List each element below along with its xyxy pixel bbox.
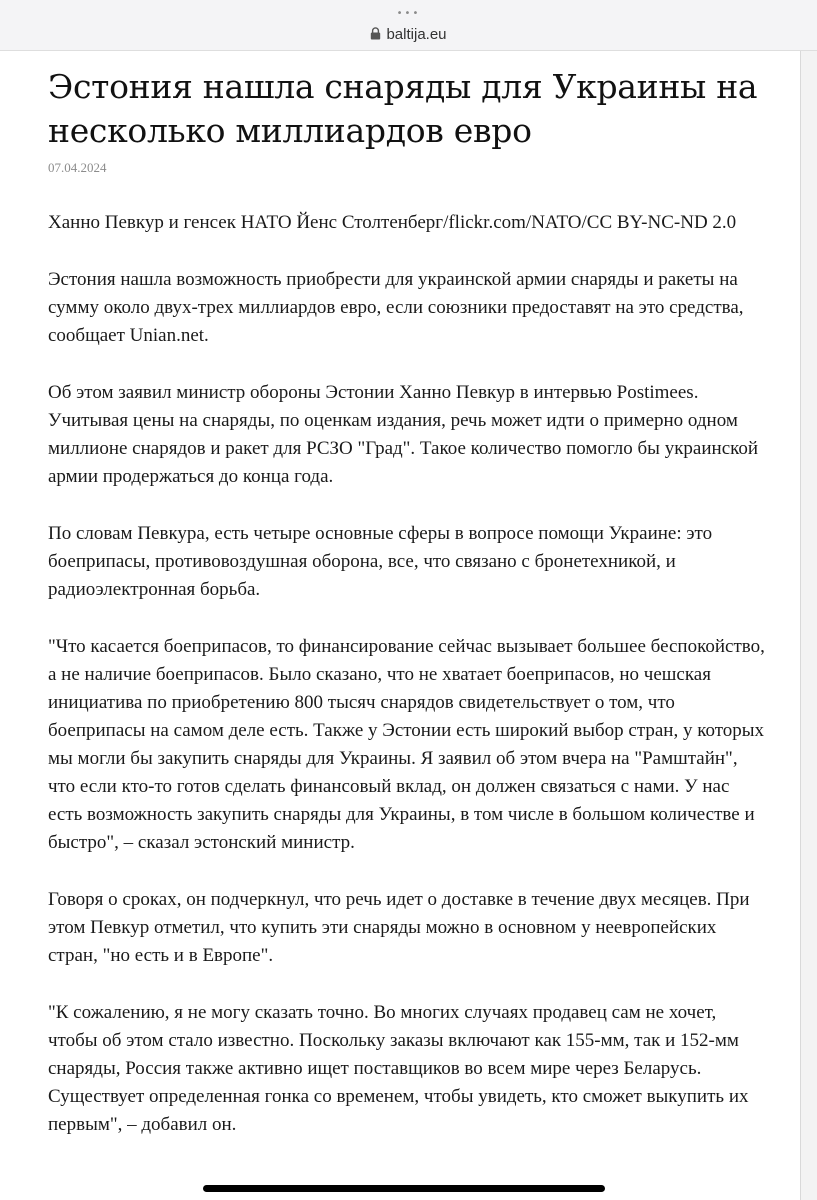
- tab-overview-handle[interactable]: •••: [396, 8, 421, 19]
- article-paragraph: "Что касается боеприпасов, то финансирование сейчас вызывает большее беспокойство, а не наличие боеприпасов. Было сказано, что не хватает боеприпасов, но чешская инициатива по приобретению 800 тысяч снарядов свидетельствует о том, что боеприпасы на самом деле есть. Также у Эстонии есть широкий выбор стран, у которых мы могли бы закупить снаряды для Украины. Я заявил об этом вчера на "Рамштайн", что если кто-то готов сделать финансовый вклад, он должен связаться с нами. У нас есть возможность закупить снаряды для Украины, в том числе в большом количестве и быстро", – сказал эстонский министр.: [48, 636, 765, 853]
- article-paragraph: Эстония нашла возможность приобрести для украинской армии снаряды и ракеты на сумму около двух-трех миллиардов евро, если союзники предоставят на это средства, сообщает Unian.net.: [48, 269, 744, 346]
- address-domain: baltija.eu: [386, 26, 447, 43]
- article-page: [0, 51, 801, 1200]
- browser-toolbar: [0, 0, 817, 51]
- article-paragraph: По словам Певкура, есть четыре основные сферы в вопросе помощи Украине: это боеприпасы, противовоздушная оборона, все, что связано с бронетехникой, и радиоэлектронная борьба.: [48, 523, 713, 600]
- photo-caption: Ханно Певкур и генсек НАТО Йенс Столтенберг/flickr.com/NATO/CC BY-NC-ND 2.0: [48, 212, 737, 233]
- article-body: [48, 266, 768, 1139]
- article: [48, 65, 768, 1139]
- article-paragraph: "К сожалению, я не могу сказать точно. Во многих случаях продавец сам не хочет, чтобы об этом стало известно. Поскольку заказы включают как 155-мм, так и 152-мм снаряды, Россия также активно ищет поставщиков во всем мире через Беларусь. Существует определенная гонка со временем, чтобы увидеть, кто сможет выкупить их первым", – добавил он.: [48, 1002, 749, 1135]
- article-paragraph: Говоря о сроках, он подчеркнул, что речь идет о доставке в течение двух месяцев. При этом Певкур отметил, что купить эти снаряды можно в основном у неевропейских стран, "но есть и в Европе".: [48, 889, 750, 966]
- home-indicator[interactable]: [203, 1185, 605, 1192]
- article-title: Эстония нашла снаряды для Украины на несколько миллиардов евро: [48, 67, 758, 150]
- article-date: 07.04.2024: [48, 160, 107, 175]
- article-paragraph: Об этом заявил министр обороны Эстонии Ханно Певкур в интервью Postimees. Учитывая цены на снаряды, по оценкам издания, речь может идти о примерно одном миллионе снарядов и ракет для РСЗО "Град". Такое количество помогло бы украинской армии продержаться до конца года.: [48, 382, 759, 487]
- lock-icon: [370, 27, 381, 40]
- page-side-gutter: [801, 51, 817, 1200]
- address-bar[interactable]: [0, 26, 817, 44]
